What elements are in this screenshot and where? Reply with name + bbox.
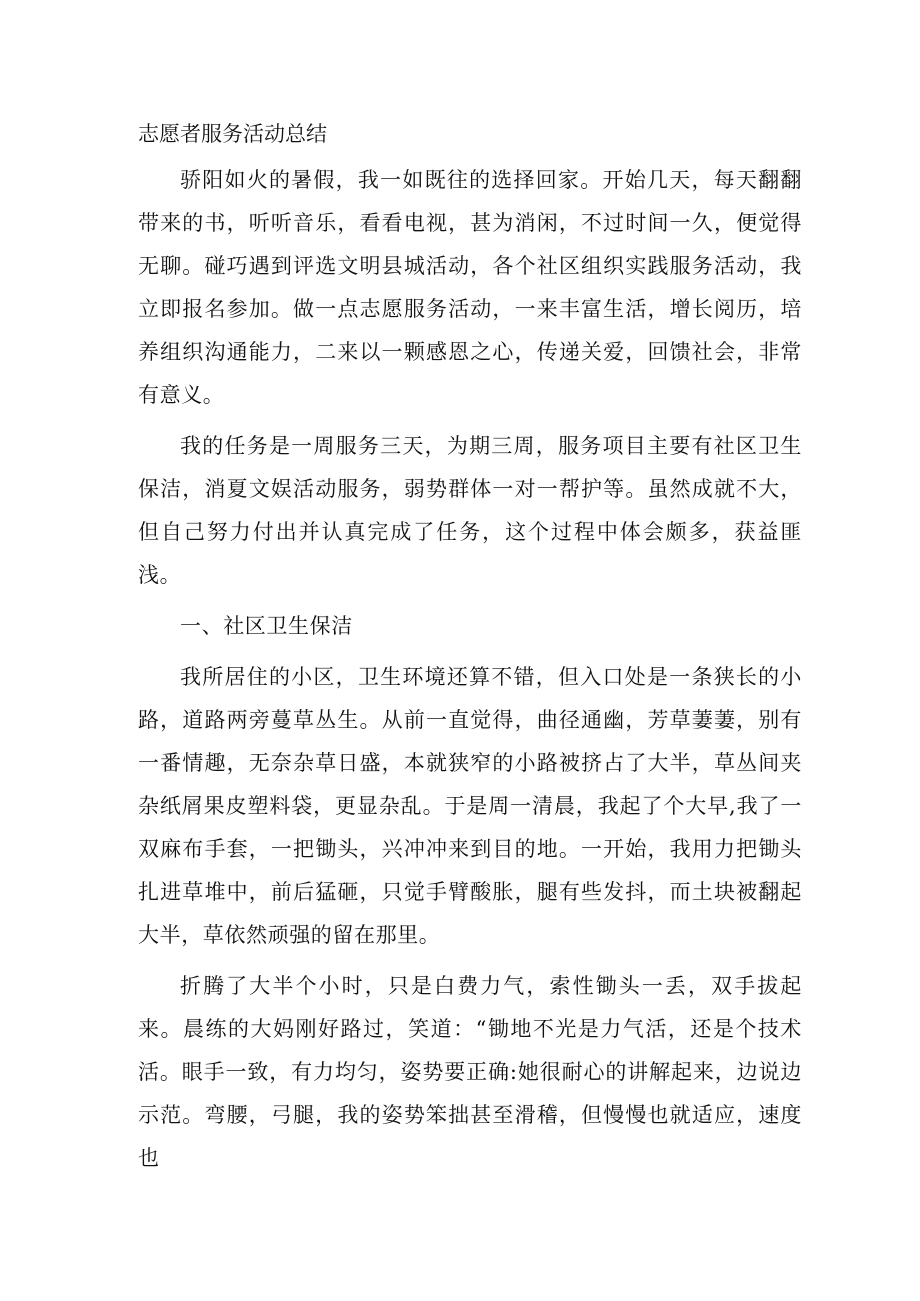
section-heading: 一、社区卫生保洁 [180, 614, 353, 638]
document-title: 志愿者服务活动总结 [138, 122, 327, 146]
paragraph-intro: 骄阳如火的暑假，我一如既往的选择回家。开始几天，每天翻翻带来的书，听听音乐，看看电视，甚为消闲，不过时间一久，便觉得无聊。碰巧遇到评选文明县城活动，各个社区组织实践服务活动，我立即报名参加。做一点志愿服务活动，一来丰富生活，增长阅历，培养组织沟通能力，二来以一颗感恩之心，传递关爱，回馈社会，非常有意义。 [138, 168, 802, 407]
paragraph-weeding: 折腾了大半个小时，只是白费力气，索性锄头一丢，双手拔起来。晨练的大妈刚好路过，笑道：“锄地不光是力气活，还是个技术活。眼手一致，有力均匀，姿势要正确:她很耐心的讲解起来，边说边示范。弯腰，弓腿，我的姿势笨拙甚至滑稽，但慢慢也就适应，速度也 [138, 974, 802, 1170]
paragraph-task: 我的任务是一周服务三天，为期三周，服务项目主要有社区卫生保洁，消夏文娱活动服务，弱势群体一对一帮护等。虽然成就不大，但自己努力付出并认真完成了任务，这个过程中体会颇多，获益匪浅。 [138, 434, 802, 587]
paragraph-community-cleaning: 我所居住的小区，卫生环境还算不错，但入口处是一条狭长的小路，道路两旁蔓草丛生。从前一直觉得，曲径通幽，芳草萋萋，别有一番情趣，无奈杂草日盛，本就狭窄的小路被挤占了大半，草丛间夹杂纸屑果皮塑料袋，更显杂乱。于是周一清晨，我起了个大早,我了一双麻布手套，一把锄头，兴冲冲来到目的地。一开始，我用力把锄头扎进草堆中，前后猛砸，只觉手臂酸胀，腿有些发抖，而土块被翻起大半，草依然顽强的留在那里。 [138, 665, 802, 947]
